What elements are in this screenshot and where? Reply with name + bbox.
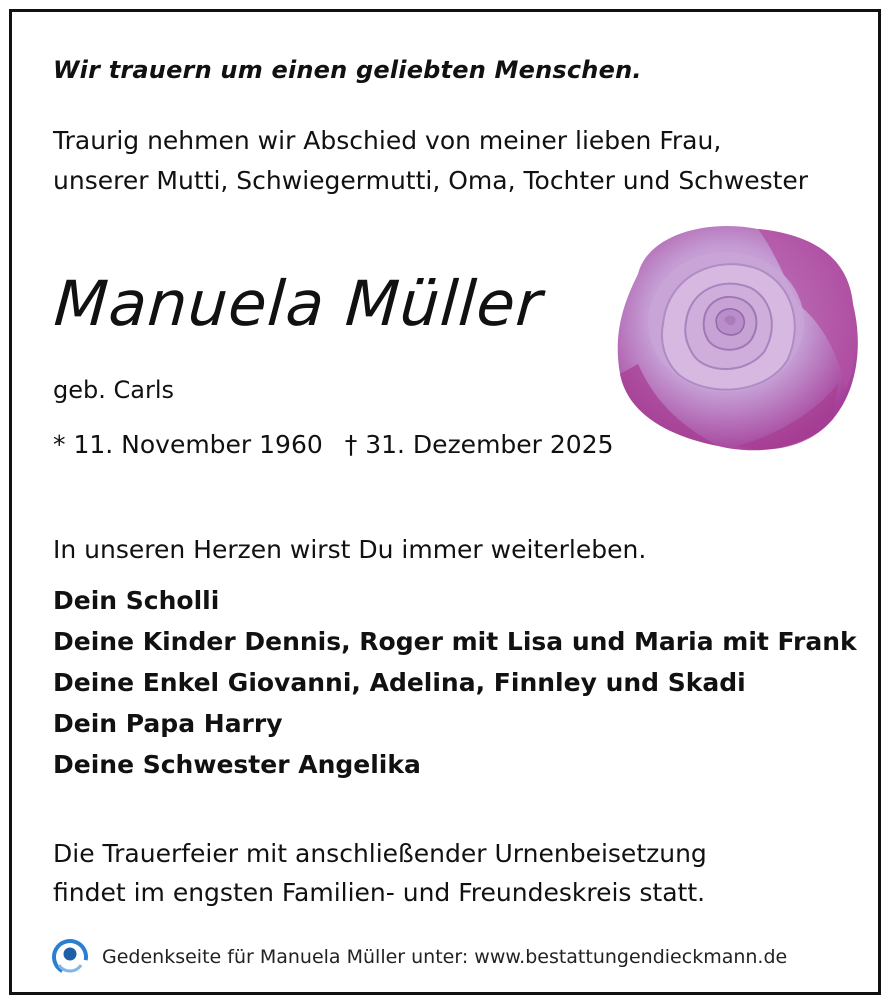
- motto: In unseren Herzen wirst Du immer weiterleben.: [53, 535, 647, 564]
- lead-text-line-2: unserer Mutti, Schwiegermutti, Oma, Tochter und Schwester: [53, 166, 809, 195]
- lead-text-line-1: Traurig nehmen wir Abschied von meiner lieben Frau,: [53, 126, 722, 155]
- obituary-frame: [9, 9, 881, 995]
- family-line: Deine Enkel Giovanni, Adelina, Finnley und Skadi: [53, 668, 746, 697]
- intro-heading: Wir trauern um einen geliebten Menschen.: [53, 56, 642, 84]
- ceremony-text-line-2: findet im engsten Familien- und Freundeskreis statt.: [53, 878, 706, 907]
- deceased-name: Manuela Müller: [52, 267, 546, 340]
- family-line: Dein Papa Harry: [53, 709, 283, 738]
- family-line: Deine Schwester Angelika: [53, 750, 421, 779]
- birth-name: geb. Carls: [53, 376, 174, 404]
- family-line: Deine Kinder Dennis, Roger mit Lisa und Maria mit Frank: [53, 627, 857, 656]
- memorial-logo-icon: [50, 937, 90, 977]
- memorial-page-link[interactable]: Gedenkseite für Manuela Müller unter: www.bestattungendieckmann.de: [102, 946, 788, 968]
- family-line: Dein Scholli: [53, 586, 220, 615]
- death-date: † 31. Dezember 2025: [344, 430, 614, 459]
- life-dates: [53, 430, 614, 459]
- ceremony-text-line-1: Die Trauerfeier mit anschließender Urnenbeisetzung: [53, 839, 707, 868]
- rose-image: [608, 214, 862, 454]
- birth-date: * 11. November 1960: [53, 430, 323, 459]
- memorial-page-footer: [50, 937, 850, 977]
